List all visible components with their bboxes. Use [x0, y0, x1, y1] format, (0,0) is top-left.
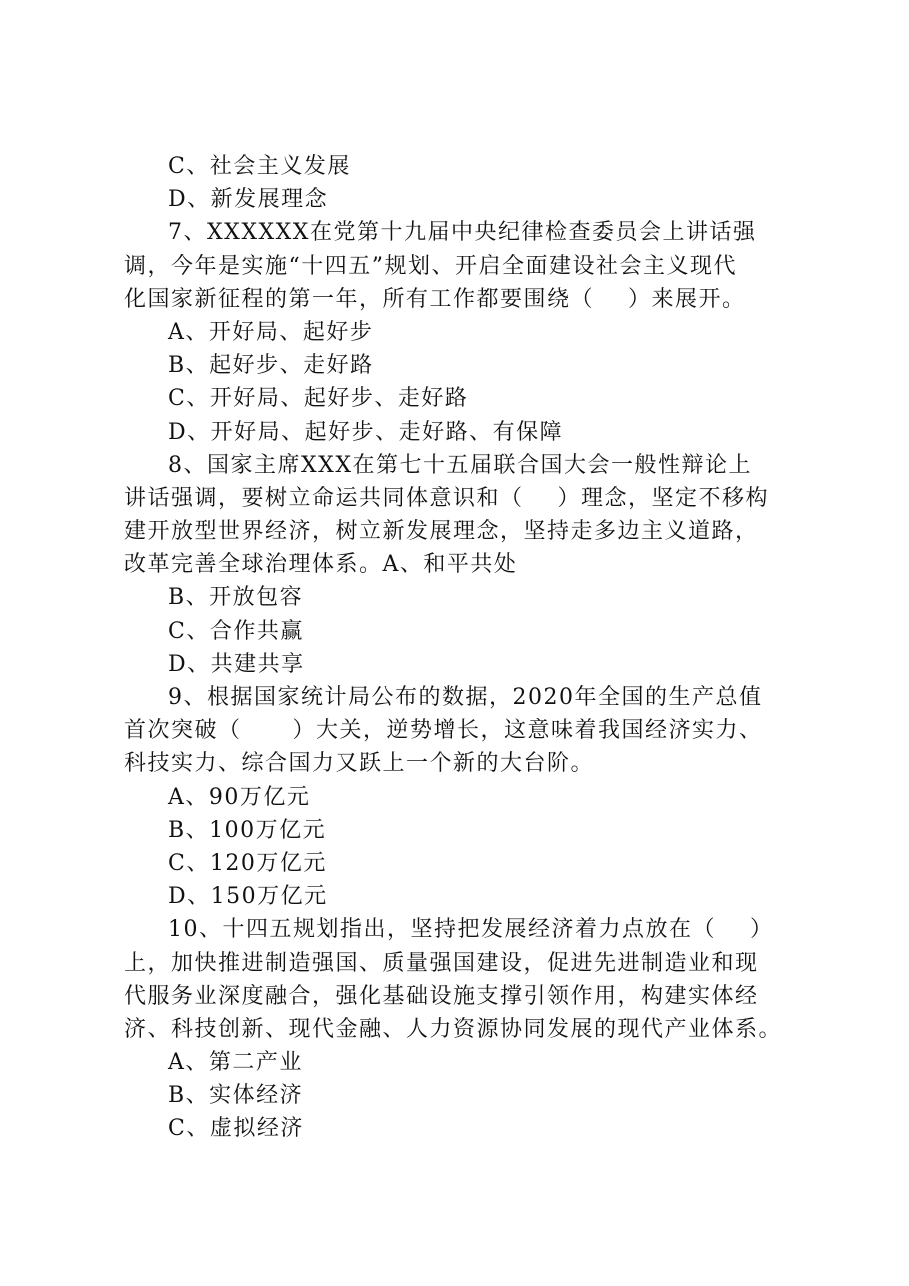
- option-line: A、90万亿元: [168, 784, 311, 810]
- question-7-line: 调，今年是实施“十四五”规划、开启全面建设社会主义现代: [124, 253, 737, 279]
- question-8-line: 8、国家主席XXX在第七十五届联合国大会一般性辩论上: [168, 452, 752, 478]
- question-10-line: 上，加快推进制造强国、质量强国建设，促进先进制造业和现: [124, 950, 759, 976]
- question-7-line: 7、XXXXXX在党第十九届中央纪律检查委员会上讲话强: [168, 220, 757, 246]
- option-line: D、150万亿元: [168, 884, 328, 910]
- question-7-line: 化国家新征程的第一年，所有工作都要围绕（ ）来展开。: [124, 286, 746, 312]
- option-line: D、开好局、起好步、走好路、有保障: [168, 419, 564, 445]
- option-line: C、开好局、起好步、走好路: [168, 386, 469, 412]
- option-line: D、共建共享: [168, 651, 305, 677]
- question-9-line: 首次突破（ ）大关，逆势增长，这意味着我国经济实力、: [124, 718, 763, 744]
- question-10-line: 代服务业深度融合，强化基础设施支撑引领作用，构建实体经: [124, 983, 759, 1009]
- option-line: B、起好步、走好路: [168, 353, 374, 379]
- question-9-line: 9、根据国家统计局公布的数据，2020年全国的生产总值: [168, 685, 763, 710]
- option-line: C、合作共赢: [168, 618, 304, 644]
- question-9-line: 科技实力、综合国力又跃上一个新的大台阶。: [124, 751, 595, 777]
- question-10-line: 济、科技创新、现代金融、人力资源协同发展的现代产业体系。: [124, 1016, 783, 1042]
- option-line: C、社会主义发展: [168, 154, 351, 179]
- question-8-line: 讲话强调，要树立命运共同体意识和（ ）理念，坚定不移构: [124, 485, 769, 511]
- question-8-line: 改革完善全球治理体系。A、和平共处: [124, 552, 518, 578]
- option-line: A、开好局、起好步: [168, 319, 374, 345]
- option-line: B、开放包容: [168, 585, 304, 611]
- question-10-line: 10、十四五规划指出，坚持把发展经济着力点放在（ ）: [168, 917, 774, 943]
- option-line: B、实体经济: [168, 1083, 304, 1109]
- option-line: A、第二产业: [168, 1050, 303, 1076]
- question-8-line: 建开放型世界经济，树立新发展理念，坚持走多边主义道路，: [124, 519, 759, 545]
- option-line: D、新发展理念: [168, 187, 329, 213]
- document-body: [124, 150, 804, 1146]
- option-line: C、虚拟经济: [168, 1116, 304, 1142]
- option-line: C、120万亿元: [168, 850, 327, 876]
- option-line: B、100万亿元: [168, 817, 327, 843]
